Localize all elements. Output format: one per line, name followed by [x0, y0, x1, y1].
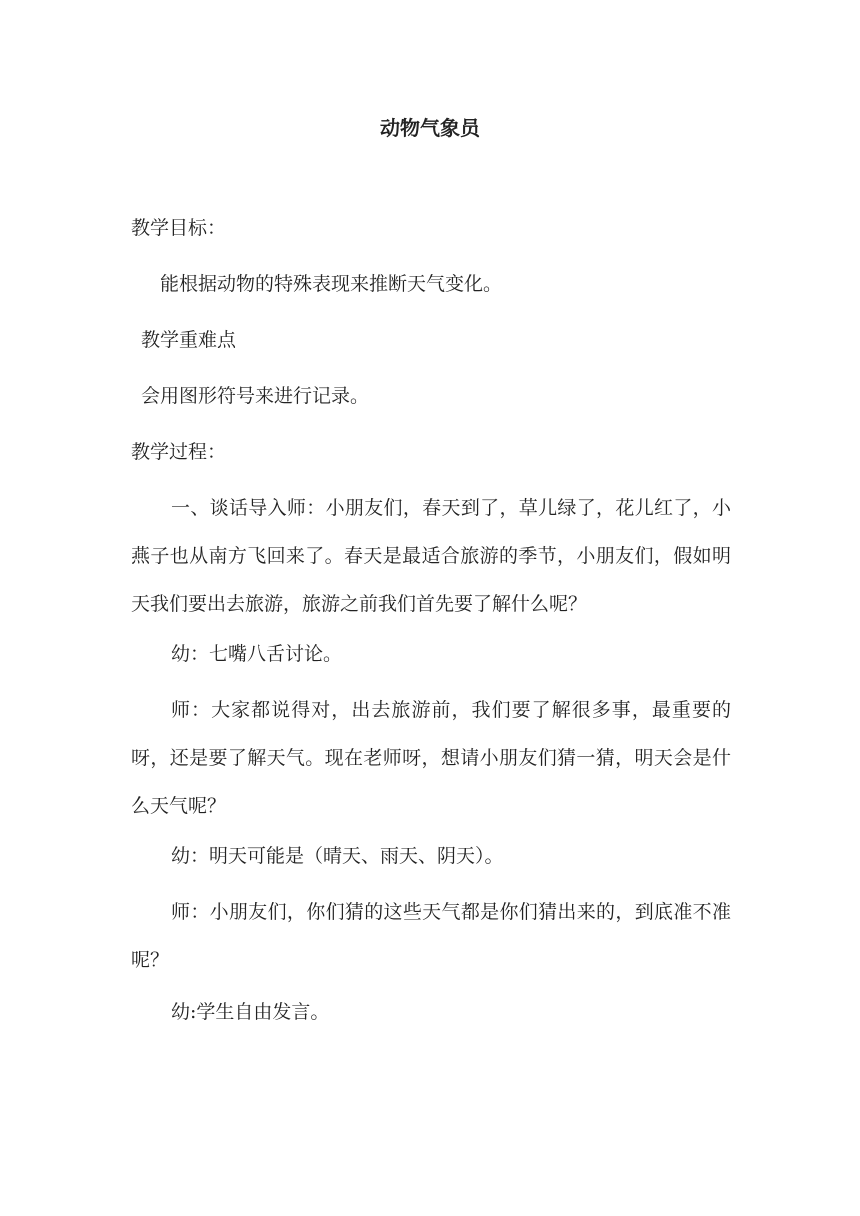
paragraph-teacher-question: 师：小朋友们，你们猜的这些天气都是你们猜出来的，到底准不准呢？: [131, 901, 731, 971]
paragraph-teacher-weather: 师：大家都说得对，出去旅游前，我们要了解很多事，最重要的呀，还是要了解天气。现在老师呀，想请小朋友们猜一猜，明天会是什么天气呢？: [131, 699, 731, 817]
document-title: 动物气象员: [380, 116, 480, 140]
process-heading: 教学过程：: [131, 441, 227, 463]
objective-heading: 教学目标：: [131, 217, 227, 239]
difficulty-text: 会用图形符号来进行记录。: [141, 385, 370, 407]
paragraph-child-guess: 幼：明天可能是（晴天、雨天、阴天）。: [171, 845, 504, 867]
objective-text: 能根据动物的特殊表现来推断天气变化。: [160, 273, 503, 295]
paragraph-child-discuss: 幼：七嘴八舌讨论。: [171, 643, 343, 665]
difficulty-heading: 教学重难点: [141, 329, 237, 351]
paragraph-intro: 一、谈话导入师：小朋友们，春天到了，草儿绿了，花儿红了，小燕子也从南方飞回来了。春天是最适合旅游的季节，小朋友们，假如明天我们要出去旅游，旅游之前我们首先要了解什么呢？: [131, 497, 731, 615]
paragraph-child-speak: 幼:学生自由发言。: [171, 1001, 330, 1023]
